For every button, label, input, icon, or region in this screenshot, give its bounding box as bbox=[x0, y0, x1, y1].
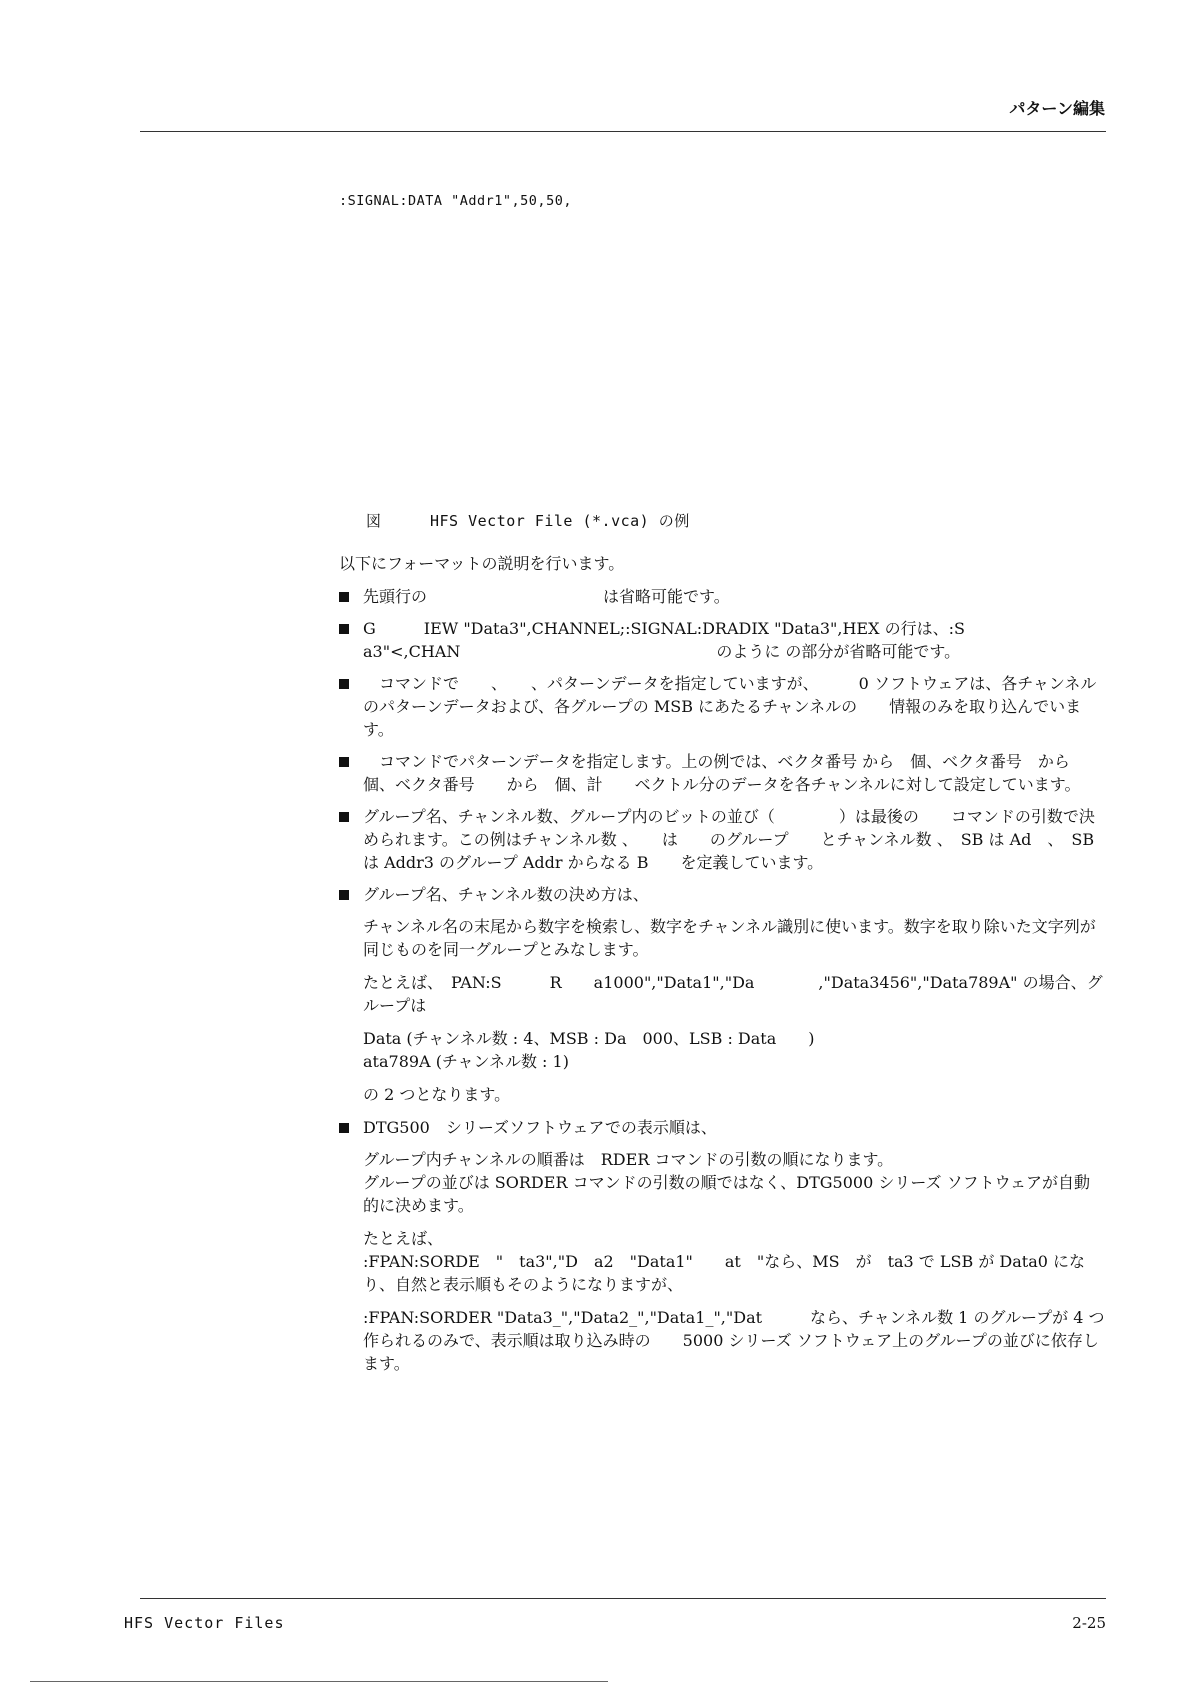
bullet-item: コマンドでパターンデータを指定します。上の例では、ベクタ番号 から 個、ベクタ番号 から 個、ベクタ番号 から 個、計 ベクトル分のデータを各チャンネルに対して設定しています。 bbox=[339, 750, 1105, 796]
bullet-item: DTG500 シリーズソフトウェアでの表示順は、 bbox=[339, 1116, 1105, 1139]
bullet-item: 先頭行の は省略可能です。 bbox=[339, 585, 1105, 608]
group-entry: Data (チャンネル数 : 4、MSB : Da 000、LSB : Data ) bbox=[363, 1029, 815, 1048]
footer-rule bbox=[140, 1598, 1106, 1599]
sub-line: グループ内チャンネルの順番は RDER コマンドの引数の順になります。 bbox=[363, 1150, 894, 1169]
figure-label: 図 bbox=[366, 512, 382, 530]
page-header-title: パターン編集 bbox=[1009, 99, 1105, 118]
sub-line: :FPAN:SORDE " ta3","D a2 "Data1" at "なら、MS が ta3 で LSB が Data0 になり、自然と表示順もそのようになりますが、 bbox=[363, 1252, 1086, 1294]
bullet-item: G IEW "Data3",CHANNEL;:SIGNAL:DRADIX "Data3",HEX の行は、:S a3"<,CHAN のように の部分が省略可能です。 bbox=[339, 617, 1105, 663]
intro-paragraph: 以下にフォーマットの説明を行います。 bbox=[339, 554, 625, 573]
figure-caption-text: HFS Vector File (*.vca) の例 bbox=[430, 512, 690, 530]
header-rule bbox=[140, 131, 1106, 132]
sub-paragraph-group bbox=[339, 1148, 1105, 1217]
page-number: 2-25 bbox=[1072, 1614, 1106, 1632]
square-bullet-icon bbox=[339, 624, 349, 634]
square-bullet-icon bbox=[339, 1123, 349, 1133]
square-bullet-icon bbox=[339, 757, 349, 767]
sub-paragraph: チャンネル名の末尾から数字を検索し、数字をチャンネル識別に使います。数字を取り除いた文字列が同じものを同一グループとみなします。 bbox=[363, 917, 1096, 959]
footer-section-title: HFS Vector Files bbox=[124, 1614, 285, 1632]
square-bullet-icon bbox=[339, 812, 349, 822]
figure-caption bbox=[366, 510, 690, 531]
bottom-edge-rule bbox=[30, 1681, 608, 1682]
bullet-item: グループ名、チャンネル数の決め方は、 bbox=[339, 883, 1105, 906]
group-list bbox=[339, 1027, 1105, 1073]
body-content bbox=[339, 552, 1105, 1385]
code-sample-line: :SIGNAL:DATA "Addr1",50,50, bbox=[339, 193, 572, 209]
square-bullet-icon bbox=[339, 592, 349, 602]
group-entry: ata789A (チャンネル数 : 1) bbox=[363, 1052, 569, 1071]
sub-paragraph: たとえば、 PAN:S R a1000","Data1","Da ,"Data3456","Data789A" の場合、グループは bbox=[363, 973, 1103, 1015]
square-bullet-icon bbox=[339, 679, 349, 689]
sub-paragraph: の 2 つとなります。 bbox=[363, 1085, 511, 1104]
sub-paragraph: :FPAN:SORDER "Data3_","Data2_","Data1_","Dat なら、チャンネル数 1 のグループが 4 つ作られるのみで、表示順は取り込み時の 5000 シリーズ ソフトウェア上のグループの並びに依存します。 bbox=[363, 1308, 1105, 1373]
sub-line: グループの並びは SORDER コマンドの引数の順ではなく、DTG5000 シリーズ ソフトウェアが自動的に決めます。 bbox=[363, 1173, 1090, 1215]
square-bullet-icon bbox=[339, 890, 349, 900]
bullet-item: コマンドで 、 、パターンデータを指定していますが、 0 ソフトウェアは、各チャンネルのパターンデータおよび、各グループの MSB にあたるチャンネルの 情報のみを取り込んでいます。 bbox=[339, 672, 1105, 741]
sub-paragraph-group bbox=[339, 1227, 1105, 1296]
sub-line: たとえば、 bbox=[363, 1229, 444, 1248]
bullet-item: グループ名、チャンネル数、グループ内のビットの並び（ ）は最後の コマンドの引数で決められます。この例はチャンネル数 、 は のグループ とチャンネル数 、 SB は Ad 、 SB は Addr3 のグループ Addr からなる B を定義しています。 bbox=[339, 805, 1105, 874]
